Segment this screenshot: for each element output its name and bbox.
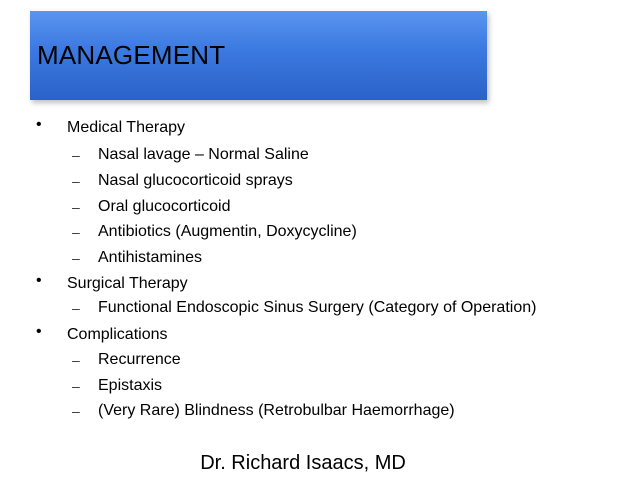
sub-item: (Very Rare) Blindness (Retrobulbar Haemorrhage) xyxy=(98,402,455,419)
sub-item: Epistaxis xyxy=(98,377,163,394)
bullet-marker: • xyxy=(36,272,42,289)
dash-marker: – xyxy=(72,224,80,240)
dash-marker: – xyxy=(72,300,80,316)
sub-item: Nasal lavage – Normal Saline xyxy=(98,146,309,163)
dash-marker: – xyxy=(72,147,80,163)
dash-marker: – xyxy=(72,352,80,368)
sub-item: Antibiotics (Augmentin, Doxycycline) xyxy=(98,223,357,240)
sub-item: Nasal glucocorticoid sprays xyxy=(98,172,293,189)
slide-title: MANAGEMENT xyxy=(37,40,226,70)
dash-marker: – xyxy=(72,403,80,419)
sub-item: Antihistamines xyxy=(98,249,203,266)
bullet-surgical-therapy: Surgical Therapy xyxy=(67,275,188,292)
bullet-marker: • xyxy=(36,116,42,133)
sub-item: Oral glucocorticoid xyxy=(98,198,231,215)
bullet-medical-therapy: Medical Therapy xyxy=(67,119,185,136)
dash-marker: – xyxy=(72,378,80,394)
dash-marker: – xyxy=(72,250,80,266)
sub-item: Recurrence xyxy=(98,351,181,368)
dash-marker: – xyxy=(72,173,80,189)
dash-marker: – xyxy=(72,199,80,215)
sub-item: Functional Endoscopic Sinus Surgery (Category of Operation) xyxy=(98,299,537,316)
bullet-complications: Complications xyxy=(67,326,168,343)
bullet-marker: • xyxy=(36,323,42,340)
footer-author: Dr. Richard Isaacs, MD xyxy=(200,452,406,474)
